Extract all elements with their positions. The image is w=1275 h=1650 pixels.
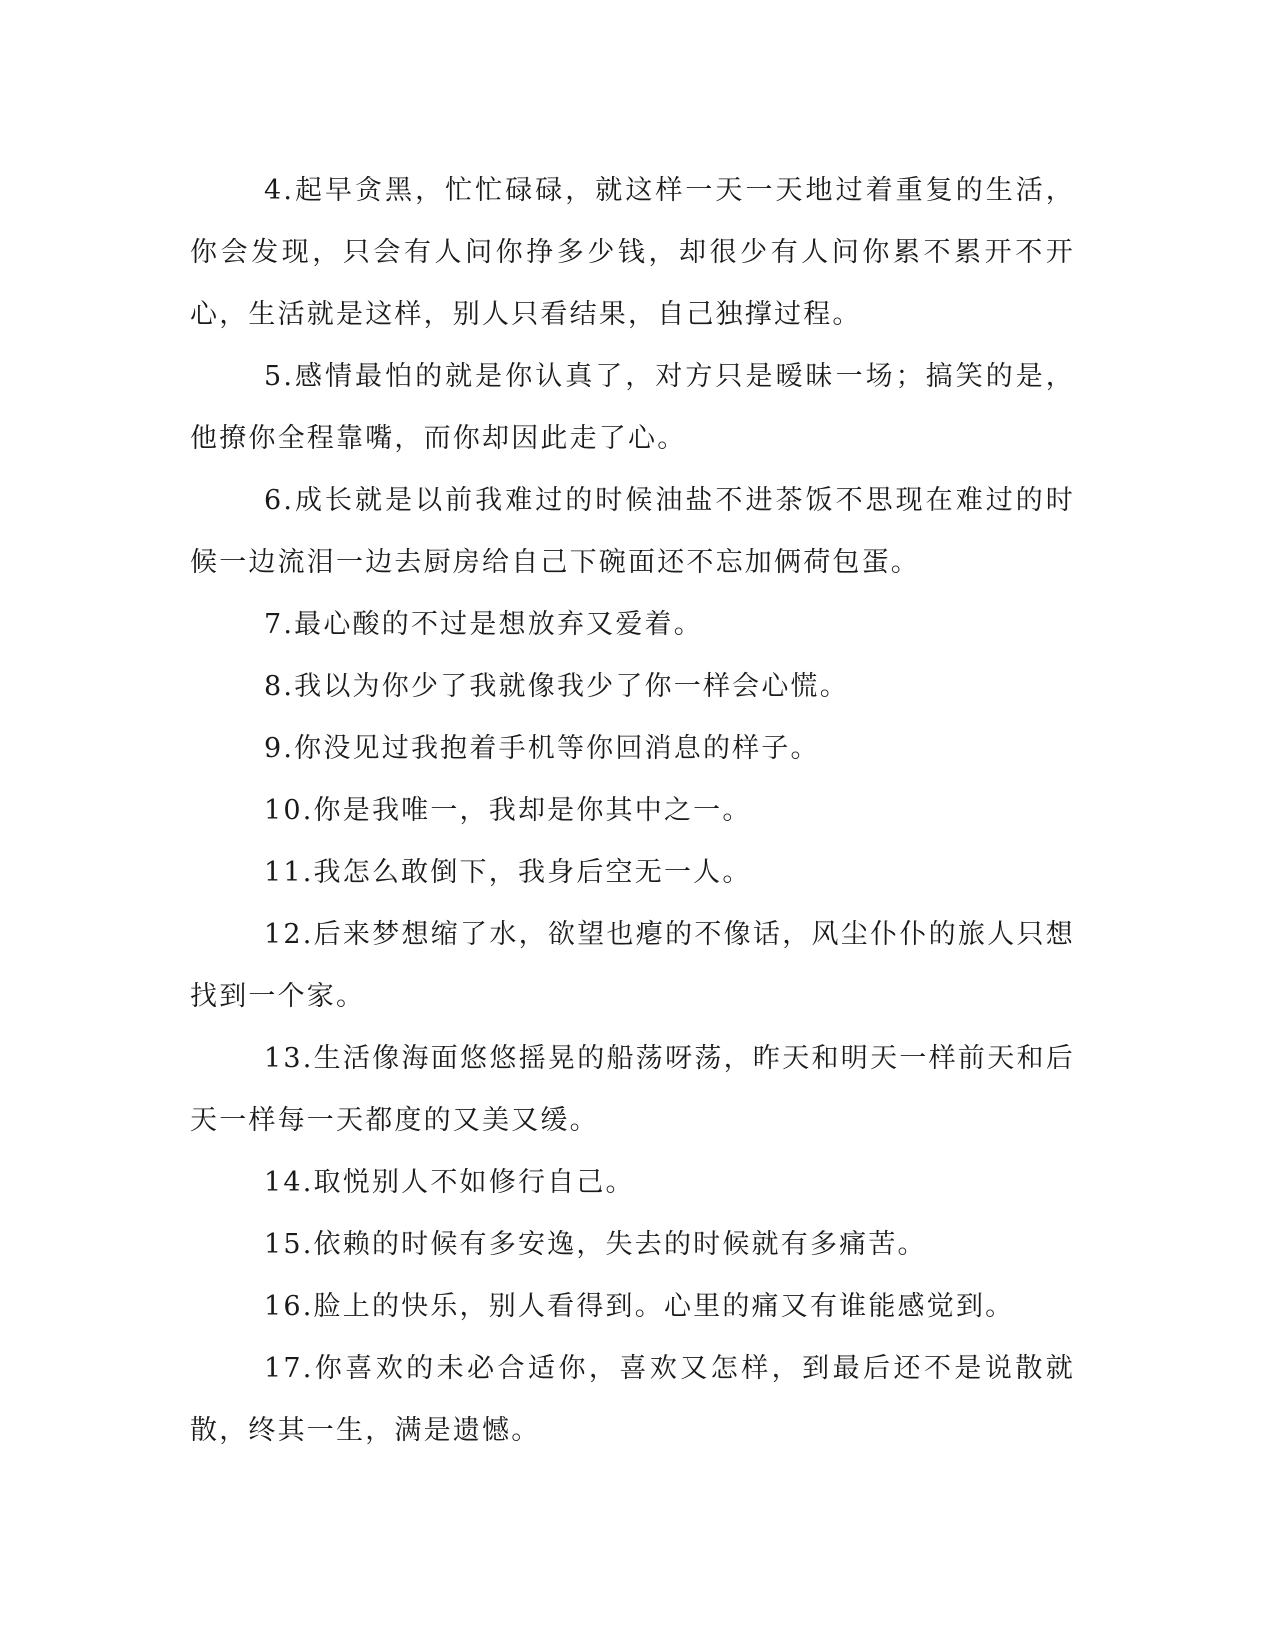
paragraph-13: 13.生活像海面悠悠摇晃的船荡呀荡，昨天和明天一样前天和后天一样每一天都度的又美又缓。 xyxy=(190,1043,1075,1136)
paragraph-15: 15.依赖的时候有多安逸，失去的时候就有多痛苦。 xyxy=(264,1229,927,1260)
paragraph-8: 8.我以为你少了我就像我少了你一样会心慌。 xyxy=(264,671,849,702)
paragraph-17: 17.你喜欢的未必合适你，喜欢又怎样，到最后还不是说散就散，终其一生，满是遗憾。 xyxy=(190,1353,1075,1446)
paragraph-5: 5.感情最怕的就是你认真了，对方只是暧昧一场；搞笑的是，他撩你全程靠嘴，而你却因此走了心。 xyxy=(190,361,1075,454)
paragraph-14: 14.取悦别人不如修行自己。 xyxy=(264,1167,635,1198)
paragraph-4: 4.起早贪黑，忙忙碌碌，就这样一天一天地过着重复的生活，你会发现，只会有人问你挣多少钱，却很少有人问你累不累开不开心，生活就是这样，别人只看结果，自己独撑过程。 xyxy=(190,175,1075,330)
paragraph-12: 12.后来梦想缩了水，欲望也瘪的不像话，风尘仆仆的旅人只想找到一个家。 xyxy=(190,919,1075,1012)
paragraph-16: 16.脸上的快乐，别人看得到。心里的痛又有谁能感觉到。 xyxy=(264,1291,1015,1322)
paragraph-10: 10.你是我唯一，我却是你其中之一。 xyxy=(264,795,752,826)
paragraph-9: 9.你没见过我抱着手机等你回消息的样子。 xyxy=(264,733,820,764)
document-body xyxy=(190,160,1075,1462)
paragraph-11: 11.我怎么敢倒下，我身后空无一人。 xyxy=(264,857,752,888)
paragraph-6: 6.成长就是以前我难过的时候油盐不进茶饭不思现在难过的时候一边流泪一边去厨房给自己下碗面还不忘加俩荷包蛋。 xyxy=(190,485,1075,578)
paragraph-7: 7.最心酸的不过是想放弃又爱着。 xyxy=(264,609,703,640)
